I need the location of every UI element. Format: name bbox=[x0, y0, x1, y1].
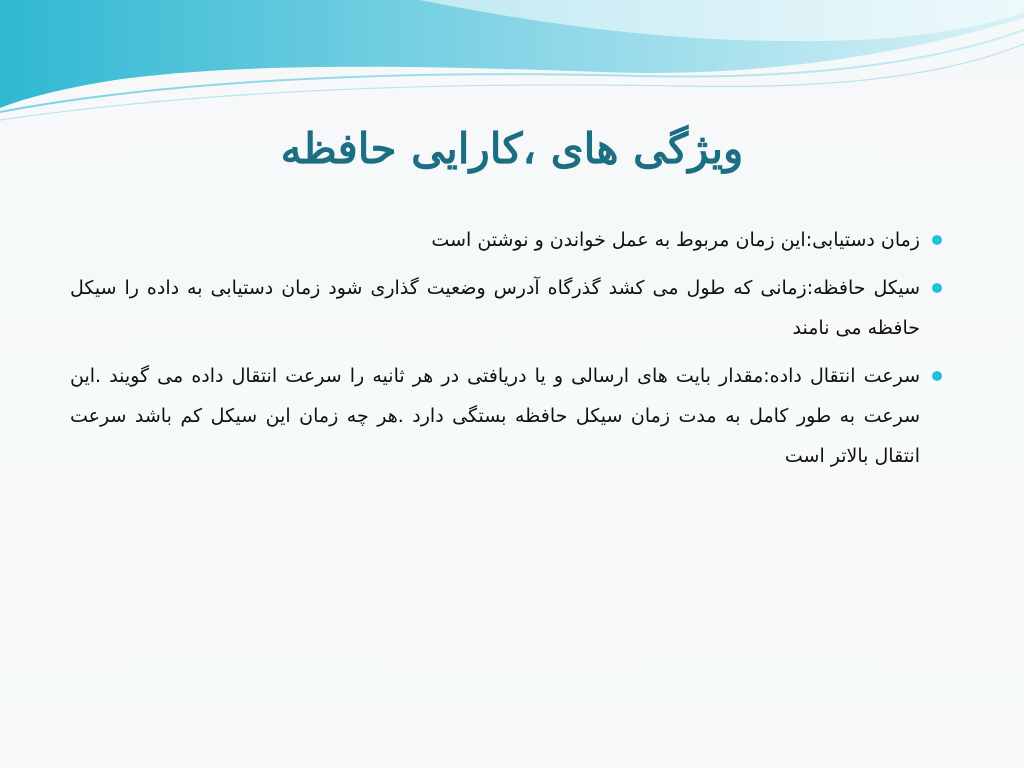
bullet-dot-icon bbox=[932, 283, 942, 293]
bullet-item-transfer-rate bbox=[70, 356, 942, 476]
bullet-text: زمان دستیابی:این زمان مربوط به عمل خواندن و نوشتن است bbox=[431, 229, 920, 251]
bullet-item-access-time bbox=[70, 220, 942, 260]
slide-title: ویژگی های ،کارایی حافظه bbox=[280, 124, 744, 173]
bullet-dot-icon bbox=[932, 371, 942, 381]
bullet-dot-icon bbox=[932, 235, 942, 245]
bullet-text: سیکل حافظه:زمانی که طول می کشد گذرگاه آدرس وضعیت گذاری شود زمان دستیابی به داده را سیکل حافظه می نامند bbox=[70, 277, 920, 339]
header-wave-decoration bbox=[0, 0, 1024, 130]
bullet-item-memory-cycle bbox=[70, 268, 942, 348]
bullet-text: سرعت انتقال داده:مقدار بایت های ارسالی و یا دریافتی در هر ثانیه را سرعت انتقال داده می گویند .این سرعت به طور کامل به مدت زمان سیکل حافظه بستگی دارد .هر چه زمان این سیکل کم باشد سرعت انتقال بالاتر است bbox=[70, 365, 920, 467]
bullet-list bbox=[70, 220, 942, 484]
